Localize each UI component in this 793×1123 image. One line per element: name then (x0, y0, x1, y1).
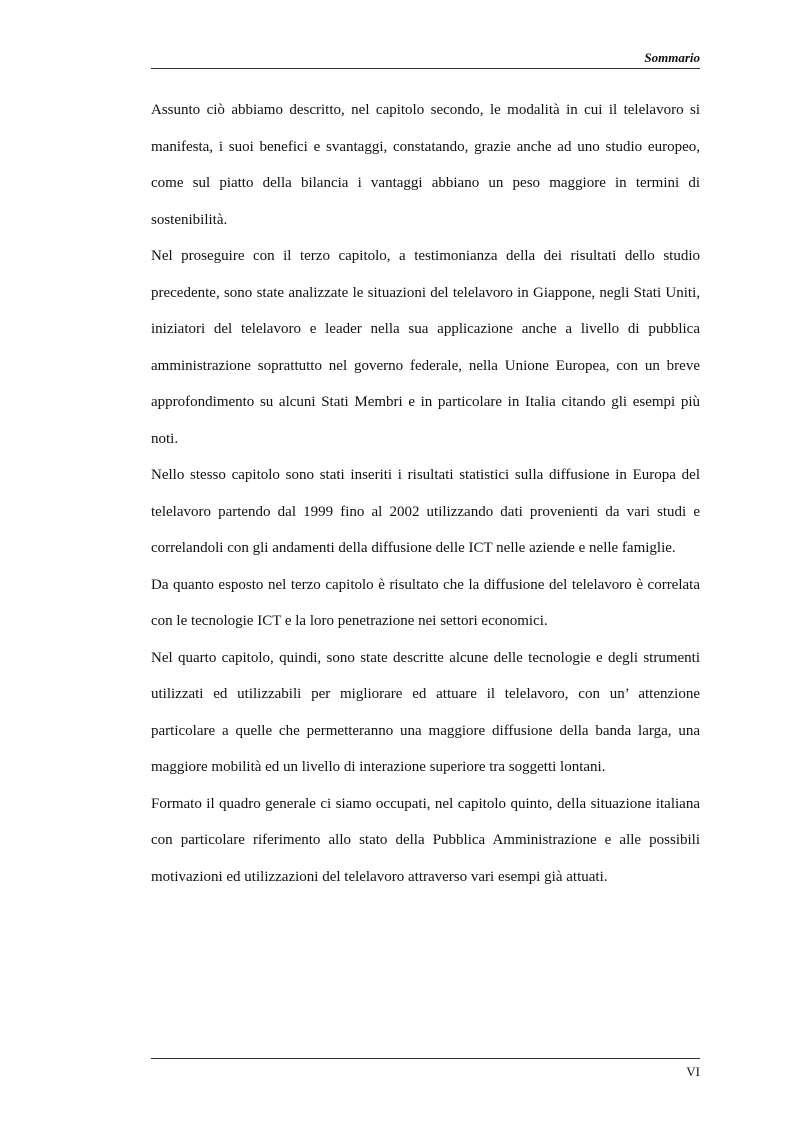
paragraph-chapter-four: Nel quarto capitolo, quindi, sono state descritte alcune delle tecnologie e degli strumenti utilizzati ed utilizzabili per migliorare ed attuare il telelavoro, con un’ attenzione particolare a quelle che permetteranno una maggiore diffusione della banda larga, una maggiore mobilità ed un livello di interazione superiore tra soggetti lontani. (151, 649, 700, 775)
paragraph-statistics: Nello stesso capitolo sono stati inseriti i risultati statistici sulla diffusione in Europa del telelavoro partendo dal 1999 fino al 2002 utilizzando dati provenienti da vari studi e correlandoli con gli andamenti della diffusione delle ICT nelle aziende e nelle famiglie. (151, 467, 700, 556)
header-title: Sommario (644, 50, 700, 65)
paragraph-chapter-five: Formato il quadro generale ci siamo occupati, nel capitolo quinto, della situazione italiana con particolare riferimento allo stato della Pubblica Amministrazione e alle possibili motivazioni ed utilizzazioni del telelavoro attraverso vari esempi già attuati. (151, 795, 700, 885)
page-footer (151, 1058, 700, 1079)
summary-body (151, 92, 700, 895)
paragraph-chapter-three: Nel proseguire con il terzo capitolo, a testimonianza della dei risultati dello studio precedente, sono state analizzate le situazioni del telelavoro in Giappone, negli Stati Uniti, iniziatori del telelavoro e leader nella sua applicazione anche a livello di pubblica amministrazione soprattutto nel governo federale, nella Unione Europea, con un breve approfondimento su alcuni Stati Membri e in particolare in Italia citando gli esempi più noti. (151, 248, 700, 447)
running-header (151, 48, 700, 69)
paragraph-chapter-two: Assunto ciò abbiamo descritto, nel capitolo secondo, le modalità in cui il telelavoro si manifesta, i suoi benefici e svantaggi, constatando, grazie anche ad uno studio europeo, come sul piatto della bilancia i vantaggi abbiano un peso maggiore in termini di sostenibilità. (151, 102, 700, 228)
paragraph-ict-correlation: Da quanto esposto nel terzo capitolo è risultato che la diffusione del telelavoro è correlata con le tecnologie ICT e la loro penetrazione nei settori economici. (151, 576, 700, 629)
page-number: VI (686, 1064, 700, 1079)
